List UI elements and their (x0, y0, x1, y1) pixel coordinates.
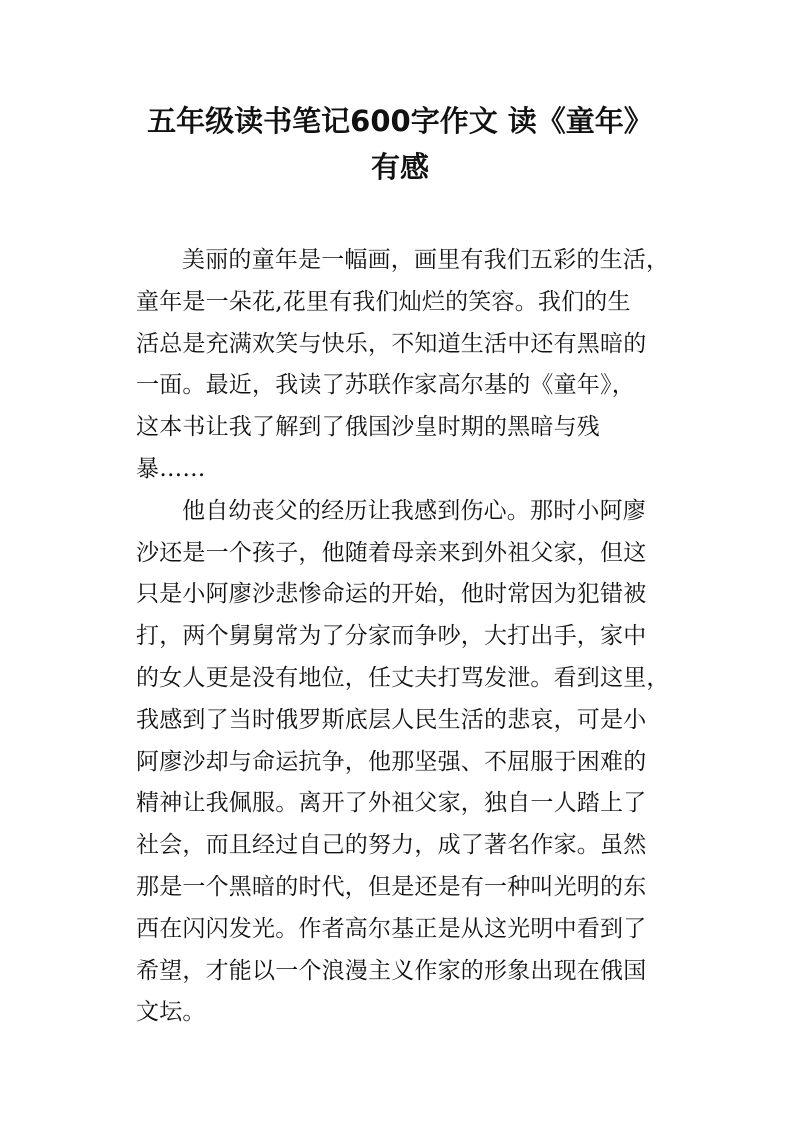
text-line: 那是一个黑暗的时代，但是还是有一种叫光明的东 (136, 873, 647, 900)
paragraph-2 (136, 491, 676, 1034)
article-body (136, 240, 676, 1034)
text-line: 社会，而且经过自己的努力，成了著名作家。虽然 (136, 832, 647, 859)
text-line: 美丽的童年是一幅画，画里有我们五彩的生活， (182, 247, 670, 273)
text-line: 我感到了当时俄罗斯底层人民生活的悲哀，可是小 (136, 706, 647, 733)
text-line: 文坛。 (136, 999, 206, 1026)
text-line: 精神让我佩服。离开了外祖父家，独自一人踏上了 (136, 790, 647, 817)
text-line: 这本书让我了解到了俄国沙皇时期的黑暗与残 (136, 414, 600, 441)
text-line: 沙还是一个孩子，他随着母亲来到外祖父家，但这 (136, 539, 647, 566)
text-line: 希望，才能以一个浪漫主义作家的形象出现在俄国 (136, 957, 647, 984)
text-line: 西在闪闪发光。作者高尔基正是从这光明中看到了 (136, 915, 647, 942)
text-line: 一面。最近，我读了苏联作家高尔基的《童年》， (136, 372, 635, 399)
title-line-1: 五年级读书笔记600字作文 读《童年》 (147, 104, 653, 138)
text-line: 他自幼丧父的经历让我感到伤心。那时小阿廖 (182, 497, 646, 524)
text-line: 的女人更是没有地位，任丈夫打骂发泄。看到这里， (136, 664, 670, 691)
text-line: 活总是充满欢笑与快乐，不知道生活中还有黑暗的 (136, 330, 647, 357)
paragraph-1 (136, 240, 676, 491)
title-line-2: 有感 (370, 150, 429, 184)
text-line: 暴…… (136, 455, 206, 482)
text-line: 童年是一朵花,花里有我们灿烂的笑容。我们的生 (136, 288, 631, 315)
text-line: 只是小阿廖沙悲惨命运的开始，他时常因为犯错被 (136, 581, 647, 608)
text-line: 打，两个舅舅常为了分家而争吵，大打出手，家中 (136, 623, 647, 650)
document-title (100, 98, 700, 190)
text-line: 阿廖沙却与命运抗争，他那坚强、不屈服于困难的 (136, 748, 647, 775)
